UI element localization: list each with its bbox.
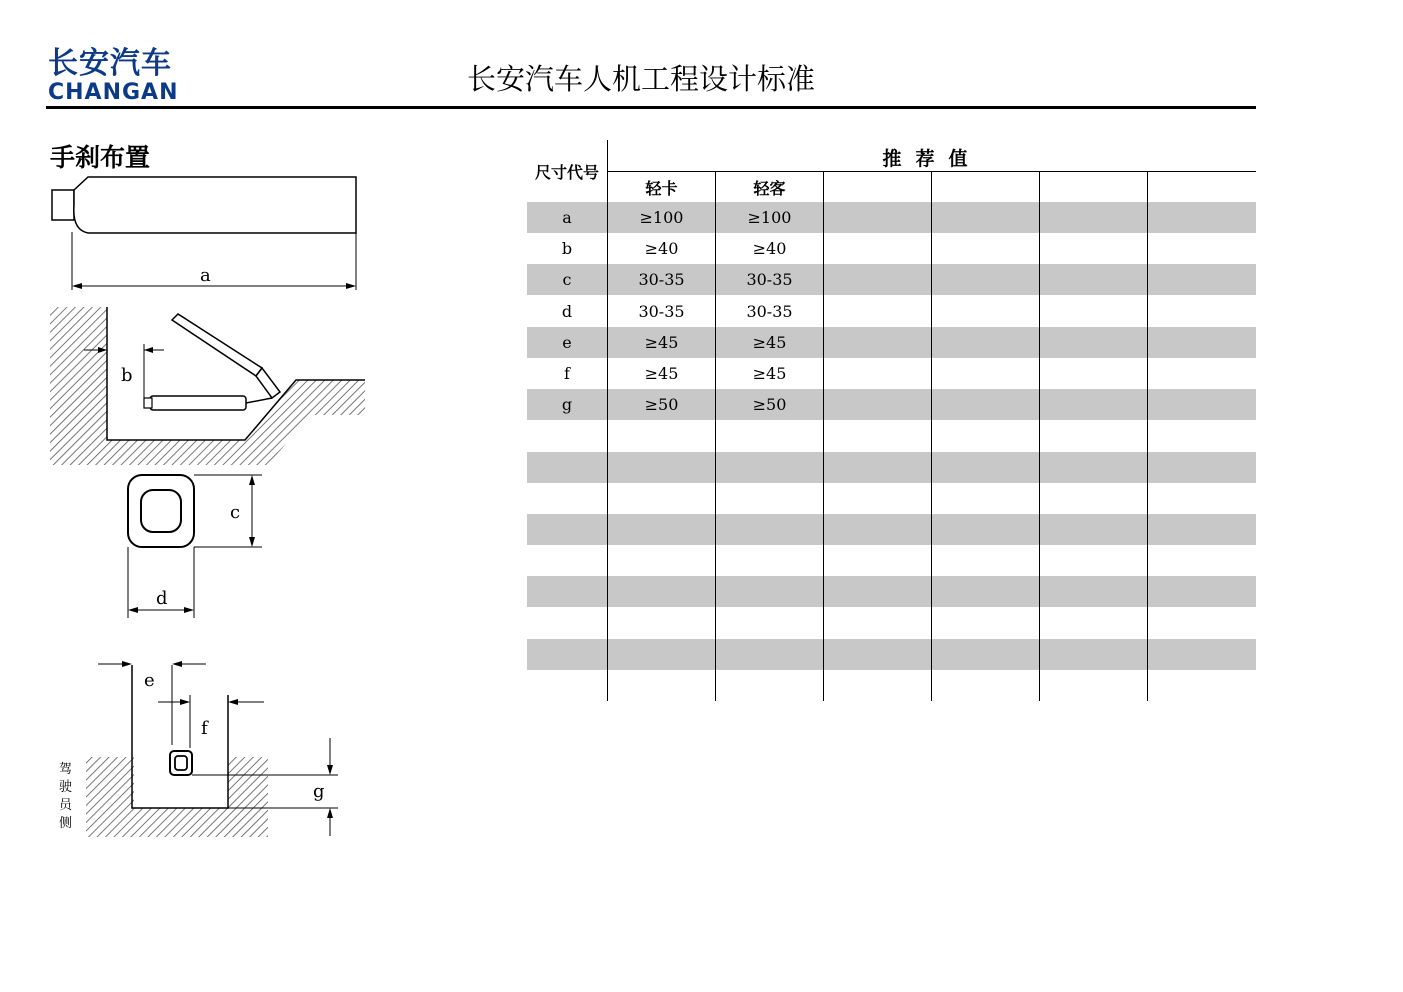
- value-cell: [932, 608, 1039, 639]
- value-cell: [716, 483, 823, 514]
- value-cell: [824, 639, 931, 670]
- value-cell: [932, 202, 1039, 233]
- value-cell: [932, 264, 1039, 295]
- value-cell: ≥50: [644, 395, 679, 415]
- value-cell: [1148, 452, 1255, 483]
- value-cell: [608, 483, 715, 514]
- handbrake-diagrams: [0, 0, 520, 992]
- dim-label-a: a: [200, 265, 211, 286]
- value-cell: [824, 670, 931, 701]
- value-cell: [608, 639, 715, 670]
- value-cell: [824, 264, 931, 295]
- value-cell: [932, 514, 1039, 545]
- dim-label-f: f: [201, 718, 208, 739]
- section-title: 手刹布置: [50, 143, 151, 172]
- value-cell: [824, 545, 931, 576]
- handle-top-view: [59, 661, 338, 837]
- recommend-header: 推荐值: [882, 148, 982, 170]
- value-cell: [1148, 327, 1255, 358]
- dimension-code-cell: [527, 452, 607, 483]
- logo-chinese-text: 长安汽车: [48, 46, 172, 81]
- value-cell: [716, 452, 823, 483]
- value-cell: 30-35: [638, 270, 685, 290]
- value-cell: [608, 670, 715, 701]
- driver-side-label: 驾 驶 员 侧: [59, 762, 73, 831]
- value-cell: [1040, 608, 1147, 639]
- table-vertical-line: [823, 171, 824, 701]
- table-vertical-line: [715, 171, 716, 701]
- value-cell: [1040, 639, 1147, 670]
- value-cell: [932, 452, 1039, 483]
- value-cell: [1148, 639, 1255, 670]
- value-cell: [824, 327, 931, 358]
- value-cell: [1040, 358, 1147, 389]
- value-cell: [824, 514, 931, 545]
- dimension-code-cell: d: [561, 301, 573, 321]
- dimension-code-cell: [527, 545, 607, 576]
- value-cell: [1040, 576, 1147, 607]
- value-cell: [824, 296, 931, 327]
- value-cell: [824, 483, 931, 514]
- value-cell: 30-35: [746, 301, 793, 321]
- column-header: 轻卡: [645, 179, 678, 198]
- value-cell: [932, 483, 1039, 514]
- value-cell: ≥45: [752, 332, 787, 352]
- value-cell: [1148, 420, 1255, 451]
- value-cell: [716, 608, 823, 639]
- value-cell: [932, 576, 1039, 607]
- dimension-code-cell: [527, 670, 607, 701]
- value-cell: [1040, 670, 1147, 701]
- value-cell: [716, 670, 823, 701]
- value-cell: [716, 639, 823, 670]
- value-cell: ≥40: [752, 239, 787, 259]
- value-cell: [932, 358, 1039, 389]
- value-cell: [1148, 483, 1255, 514]
- dimension-code-cell: [527, 483, 607, 514]
- dimension-code-cell: f: [564, 364, 570, 383]
- value-cell: [1148, 296, 1255, 327]
- value-cell: [1040, 483, 1147, 514]
- value-cell: [1040, 202, 1147, 233]
- value-cell: [1040, 545, 1147, 576]
- value-cell: ≥100: [639, 208, 684, 227]
- handle-recess-view: [50, 307, 365, 465]
- value-cell: [1040, 327, 1147, 358]
- value-cell: ≥45: [644, 332, 679, 352]
- value-cell: [824, 420, 931, 451]
- value-cell: [1148, 576, 1255, 607]
- value-cell: ≥100: [747, 208, 792, 227]
- value-cell: ≥50: [752, 395, 787, 415]
- dim-label-c: c: [230, 502, 241, 523]
- value-cell: [1148, 358, 1255, 389]
- value-cell: [932, 670, 1039, 701]
- dimension-code-cell: e: [562, 332, 572, 352]
- value-cell: [824, 389, 931, 420]
- value-cell: [1040, 389, 1147, 420]
- value-cell: [608, 608, 715, 639]
- dim-label-g: g: [313, 781, 325, 802]
- dimension-code-cell: c: [562, 270, 572, 290]
- document-title: 长安汽车人机工程设计标准: [467, 62, 816, 96]
- dim-label-d: d: [156, 588, 168, 609]
- value-cell: [932, 233, 1039, 264]
- value-cell: [1148, 514, 1255, 545]
- value-cell: [1040, 420, 1147, 451]
- value-cell: [1148, 545, 1255, 576]
- dimension-code-cell: [527, 639, 607, 670]
- value-cell: [716, 576, 823, 607]
- value-cell: [1148, 389, 1255, 420]
- value-cell: [608, 420, 715, 451]
- value-cell: [716, 514, 823, 545]
- value-cell: [608, 452, 715, 483]
- value-cell: 30-35: [746, 270, 793, 290]
- value-cell: [1148, 608, 1255, 639]
- dimension-code-cell: b: [561, 239, 573, 259]
- logo-english-text: CHANGAN: [48, 80, 179, 105]
- value-cell: [932, 389, 1039, 420]
- dimension-code-cell: [527, 514, 607, 545]
- value-cell: [824, 608, 931, 639]
- dimension-code-cell: g: [561, 395, 573, 415]
- dim-label-e: e: [144, 670, 155, 691]
- handle-cross-section: [128, 475, 262, 618]
- table-vertical-line: [1147, 171, 1148, 701]
- value-cell: [932, 545, 1039, 576]
- value-cell: [1040, 452, 1147, 483]
- table-header-line: [607, 171, 1256, 172]
- value-cell: [932, 639, 1039, 670]
- value-cell: [608, 545, 715, 576]
- dimension-code-cell: a: [562, 208, 572, 227]
- dimension-code-cell: [527, 608, 607, 639]
- value-cell: [824, 576, 931, 607]
- value-cell: [1148, 670, 1255, 701]
- value-cell: [932, 420, 1039, 451]
- value-cell: [1040, 296, 1147, 327]
- value-cell: ≥40: [644, 239, 679, 259]
- value-cell: [824, 233, 931, 264]
- handle-side-view: [52, 177, 356, 290]
- recommended-values-table: [527, 140, 1256, 701]
- table-vertical-line: [1039, 171, 1040, 701]
- value-cell: [1148, 264, 1255, 295]
- value-cell: [716, 420, 823, 451]
- dimension-code-cell: [527, 420, 607, 451]
- code-header: 尺寸代号: [534, 163, 599, 182]
- table-vertical-line: [931, 171, 932, 701]
- value-cell: [824, 202, 931, 233]
- value-cell: [608, 514, 715, 545]
- dim-label-b: b: [121, 365, 133, 386]
- value-cell: [1148, 233, 1255, 264]
- value-cell: [608, 576, 715, 607]
- value-cell: ≥45: [644, 364, 679, 383]
- value-cell: [932, 296, 1039, 327]
- value-cell: [1040, 514, 1147, 545]
- value-cell: [716, 545, 823, 576]
- dimension-code-cell: [527, 576, 607, 607]
- value-cell: [824, 452, 931, 483]
- table-vertical-line: [607, 140, 608, 701]
- value-cell: [824, 358, 931, 389]
- value-cell: [1040, 264, 1147, 295]
- value-cell: [932, 327, 1039, 358]
- value-cell: [1148, 202, 1255, 233]
- value-cell: [1040, 233, 1147, 264]
- value-cell: 30-35: [638, 301, 685, 321]
- column-header: 轻客: [753, 179, 786, 198]
- value-cell: ≥45: [752, 364, 787, 383]
